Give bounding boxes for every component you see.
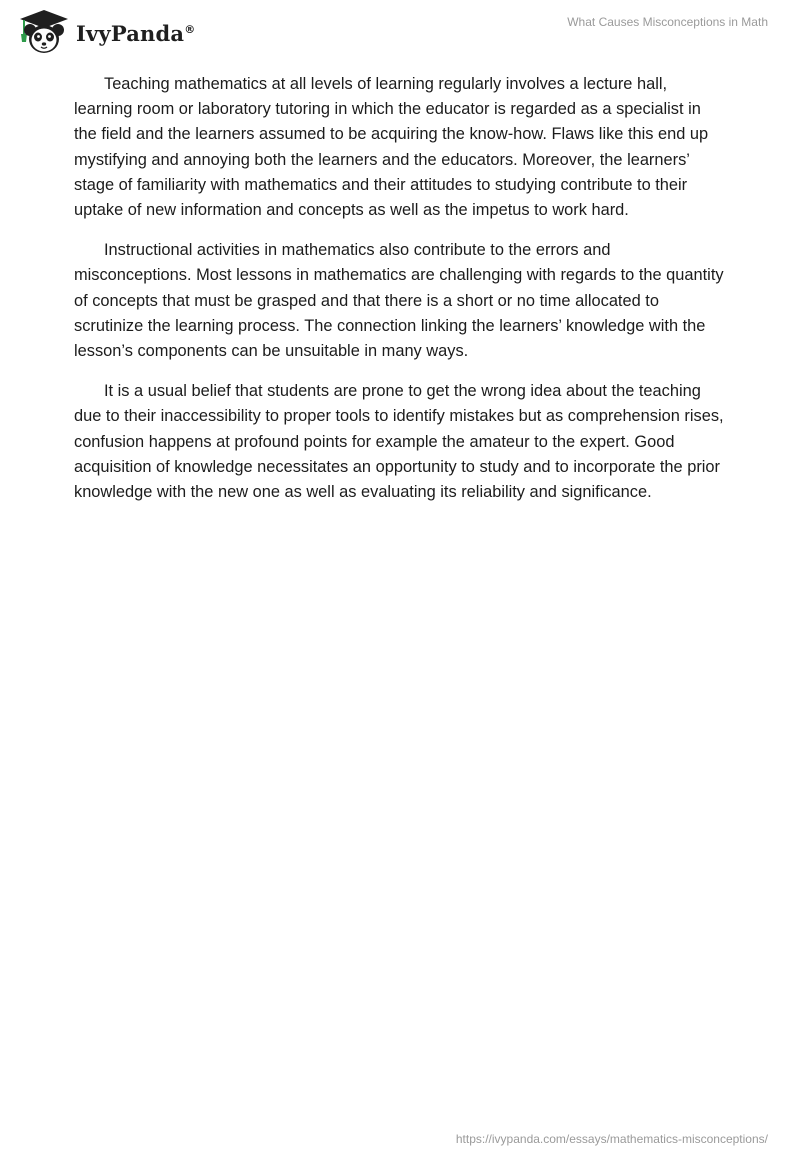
paragraph-2: Instructional activities in mathematics also contribute to the errors and misconceptions. Most lessons in mathematics are challenging with regards to the quantity of concepts that must be grasped and that there is a short or no time allocated to scrutinize the learning process. The connection linking the learners’ knowledge with the lesson’s components can be unsuitable in many ways. (74, 241, 724, 361)
brand-logo[interactable] (16, 8, 195, 56)
brand-name: IvyPanda® (76, 20, 196, 46)
paragraph-1: Teaching mathematics at all levels of learning regularly involves a lecture hall, learning room or laboratory tutoring in which the educator is regarded as a specialist in the field and the learners assumed to be acquiring the know-how. Flaws like this end up mystifying and annoying both the learners and the educators. Moreover, the learners’ stage of familiarity with mathematics and their attitudes to studying contribute to their uptake of new information and concepts as well as the impetus to work hard. (74, 75, 709, 220)
page-header (0, 0, 800, 60)
registered-mark: ® (184, 22, 196, 36)
essay-body (74, 72, 724, 520)
source-url-link[interactable]: https://ivypanda.com/essays/mathematics-misconceptions/ (455, 1132, 768, 1146)
document-title: What Causes Misconceptions in Math (567, 15, 768, 29)
paragraph-3: It is a usual belief that students are prone to get the wrong idea about the teaching due to their inaccessibility to proper tools to identify mistakes but as comprehension rises, confusion happens at profound points for example the amateur to the expert. Good acquisition of knowledge necessitates an opportunity to study and to incorporate the prior knowledge with the new one as well as evaluating its reliability and significance. (74, 382, 724, 502)
panda-graduation-cap-icon (16, 8, 72, 56)
